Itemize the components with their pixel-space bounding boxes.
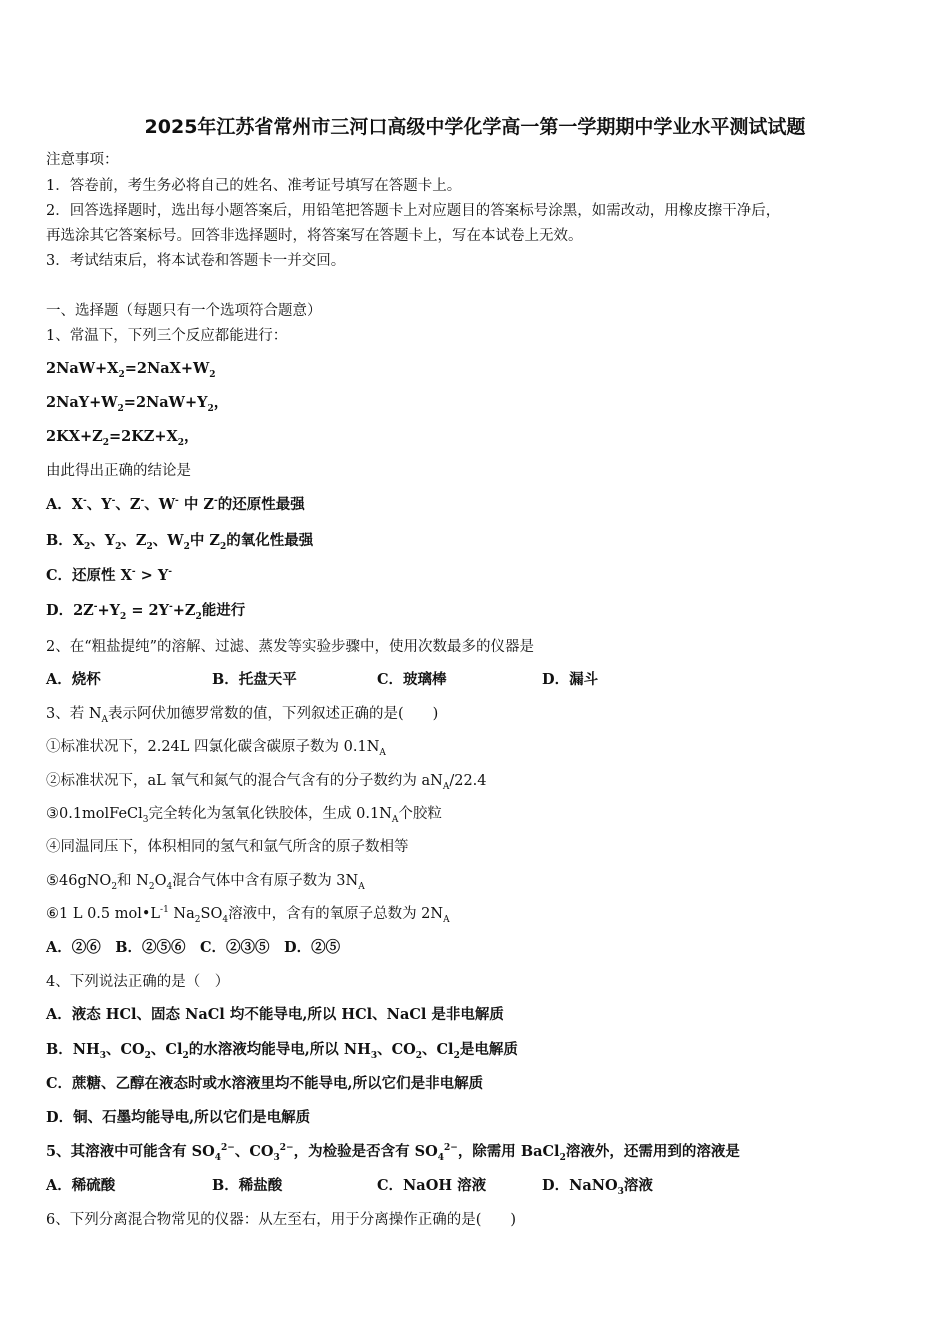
q1-option-d: D．$2Z^-+Y_2 = 2Y^-+Z_2$能进行	[46, 602, 246, 622]
q4-option-d: D．铜、石墨均能导电,所以它们是电解质	[46, 1109, 311, 1126]
q3-statement-2: ②标准状况下，aL 氧气和氮气的混合气含有的分子数约为 $aN_A/22.4$	[46, 773, 487, 792]
q1-option-a: A．X-、Y-、Z-、W- 中 Z-的还原性最强	[46, 496, 305, 513]
q1-reaction-1: $2NaW+X_2=2NaX+W_2$	[46, 360, 216, 380]
q2-stem: 2、在“粗盐提纯”的溶解、过滤、蒸发等实验步骤中，使用次数最多的仪器是	[46, 639, 535, 655]
q3-statement-5: ⑤46gNO$_2$和 $N_2O_4$混合气体中含有原子数为 $3N_A$	[46, 873, 365, 892]
q2-option-b: B．托盘天平	[212, 671, 297, 688]
q3-statement-4: ④同温同压下，体积相同的氢气和氩气所含的原子数相等	[46, 839, 409, 855]
q2-option-c: C．玻璃棒	[377, 671, 447, 688]
q4-stem: 4、下列说法正确的是（ ）	[46, 974, 230, 990]
notice-item-2: 2．回答选择题时，选出每小题答案后，用铅笔把答题卡上对应题目的答案标号涂黑，如需改动，用橡皮擦干净后，	[46, 203, 781, 219]
q5-option-b: B．稀盐酸	[212, 1177, 283, 1194]
section-heading: 一、选择题（每题只有一个选项符合题意）	[46, 303, 322, 319]
q1-option-b: B．$X_2$、$Y_2$、$Z_2$、$W_2$中 $Z_2$的氧化性最强	[46, 532, 314, 552]
q5-option-c: C．NaOH 溶液	[377, 1177, 487, 1194]
q3-answers: A．②⑥ B．②⑤⑥ C．②③⑤ D．②⑤	[46, 939, 341, 956]
q4-option-b: B．$NH_3$、$CO_2$、$Cl_2$的水溶液均能导电,所以 $NH_3$、$CO_2$、$Cl_2$是电解质	[46, 1041, 518, 1061]
q2-option-a: A．烧杯	[46, 671, 101, 688]
q3-statement-6: ⑥1 L 0.5 $mol•L^{-1}$ $Na_2SO_4$溶液中，含有的氧原子总数为 $2N_A$	[46, 905, 450, 925]
q3-statement-1: ①标准状况下，2.24L 四氯化碳含碳原子数为 $0.1N_A$	[46, 739, 386, 758]
notice-item-1: 1．答卷前，考生务必将自己的姓名、准考证号填写在答题卡上。	[46, 178, 462, 194]
q5-stem: 5、其溶液中可能含有 $SO_4^{2-}$、$CO_3^{2-}$，为检验是否含有 $SO_4^{2-}$，除需用 BaCl$_2$溶液外，还需用到的溶液是	[46, 1143, 740, 1163]
notice-item-2-cont: 再选涂其它答案标号。回答非选择题时，将答案写在答题卡上，写在本试卷上无效。	[46, 228, 583, 244]
q4-option-a: A．液态 HCl、固态 NaCl 均不能导电,所以 HCl、NaCl 是非电解质	[46, 1006, 504, 1023]
q3-stem: 3、若 $N_A$表示阿伏加德罗常数的值，下列叙述正确的是( )	[46, 706, 439, 725]
q1-stem: 1、常温下，下列三个反应都能进行：	[46, 328, 288, 344]
q1-reaction-3: $2KX+Z_2=2KZ+X_2$，	[46, 428, 199, 448]
q6-stem: 6、下列分离混合物常见的仪器：从左至右，用于分离操作正确的是( )	[46, 1212, 517, 1228]
q3-statement-3: ③0.1molFeCl$_3$完全转化为氢氧化铁胶体，生成 $0.1N_A$个胶粒	[46, 806, 442, 825]
exam-title: 2025年江苏省常州市三河口高级中学化学高一第一学期期中学业水平测试试题	[144, 116, 806, 138]
q1-conclusion: 由此得出正确的结论是	[46, 463, 191, 479]
notice-item-3: 3．考试结束后，将本试卷和答题卡一并交回。	[46, 253, 346, 269]
q5-option-a: A．稀硫酸	[46, 1177, 116, 1194]
q5-option-d: D．NaNO$_3$溶液	[542, 1177, 653, 1197]
notice-heading: 注意事项：	[46, 152, 119, 168]
q1-reaction-2: $2NaY+W_2=2NaW+Y_2$，	[46, 394, 229, 414]
q4-option-c: C．蔗糖、乙醇在液态时或水溶液里均不能导电,所以它们是非电解质	[46, 1075, 484, 1092]
q2-option-d: D．漏斗	[542, 671, 599, 688]
q1-option-c: C．还原性 X- > Y-	[46, 567, 172, 584]
